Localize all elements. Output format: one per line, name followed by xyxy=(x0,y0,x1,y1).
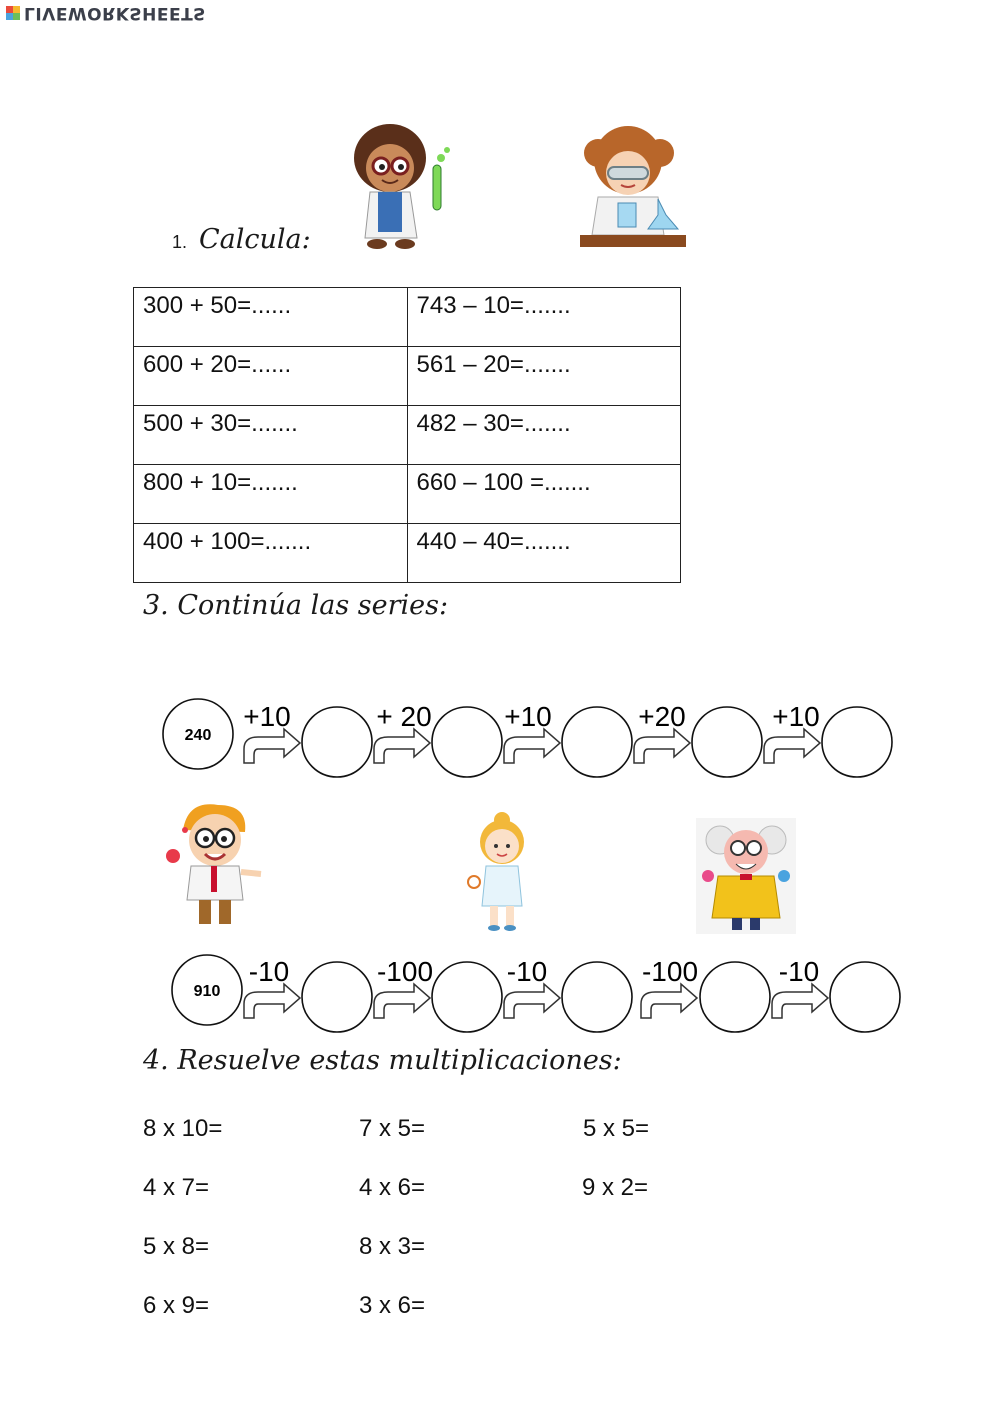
table-cell[interactable]: 400 + 100=....... xyxy=(134,524,408,583)
arrow-icon xyxy=(244,729,300,763)
arrow-icon xyxy=(772,984,828,1018)
table-cell[interactable]: 300 + 50=...... xyxy=(134,288,408,347)
series2-step-3: -10 xyxy=(506,956,548,987)
series1-answer-circle-2[interactable] xyxy=(432,707,502,777)
series2-answer-circle-2[interactable] xyxy=(432,962,502,1032)
arrow-icon xyxy=(504,984,560,1018)
series1-step-4: +20 xyxy=(638,701,686,732)
mult-item[interactable]: 5 x 8= xyxy=(143,1233,210,1260)
mult-item[interactable]: 7 x 5= xyxy=(359,1115,426,1142)
arrow-icon xyxy=(374,984,430,1018)
girl-magnifier-illustration xyxy=(462,810,542,932)
table-row xyxy=(134,406,681,465)
professor-scientist-illustration xyxy=(696,818,796,934)
table-cell[interactable]: 660 – 100 =....... xyxy=(407,465,681,524)
table-cell[interactable]: 561 – 20=....... xyxy=(407,347,681,406)
series1-step-3: +10 xyxy=(504,701,552,732)
series2-answer-circle-5[interactable] xyxy=(830,962,900,1032)
boy-glasses-scientist-illustration xyxy=(163,800,268,932)
table-cell[interactable]: 440 – 40=....... xyxy=(407,524,681,583)
series1-answer-circle-1[interactable] xyxy=(302,707,372,777)
table-cell[interactable]: 600 + 20=...... xyxy=(134,347,408,406)
series1-answer-circle-4[interactable] xyxy=(692,707,762,777)
mult-item[interactable]: 8 x 3= xyxy=(359,1233,426,1260)
series2-start-label: 910 xyxy=(193,983,221,1000)
table-cell[interactable]: 482 – 30=....... xyxy=(407,406,681,465)
table-row xyxy=(134,347,681,406)
table-row xyxy=(134,524,681,583)
series1-start-label: 240 xyxy=(184,727,212,744)
mult-item[interactable]: 4 x 6= xyxy=(359,1174,426,1201)
series1-answer-circle-5[interactable] xyxy=(822,707,892,777)
series2-step-2: -100 xyxy=(376,956,434,987)
logo-grid-icon xyxy=(6,6,20,20)
series1-step-5: +10 xyxy=(772,701,820,732)
logo-text: LIVEWORKSHEETS xyxy=(24,3,206,23)
table-row xyxy=(134,288,681,347)
section1-title: Calcula: xyxy=(199,224,311,255)
mult-item[interactable]: 8 x 10= xyxy=(143,1115,223,1142)
series1-step-1: +10 xyxy=(243,701,291,732)
mult-item[interactable]: 4 x 7= xyxy=(143,1174,210,1201)
series1-answer-circle-3[interactable] xyxy=(562,707,632,777)
site-logo xyxy=(6,2,206,24)
mult-item[interactable]: 9 x 2= xyxy=(582,1174,649,1201)
table-cell[interactable]: 500 + 30=....... xyxy=(134,406,408,465)
arrow-icon xyxy=(244,984,300,1018)
section1-heading xyxy=(172,224,311,255)
arrow-icon xyxy=(764,729,820,763)
table-cell[interactable]: 743 – 10=....... xyxy=(407,288,681,347)
series1-step-2: + 20 xyxy=(376,701,432,732)
series2-step-4: -100 xyxy=(641,956,699,987)
table-row xyxy=(134,465,681,524)
boy-scientist-illustration xyxy=(345,120,455,252)
section1-number: 1. xyxy=(172,232,188,252)
series2-answer-circle-3[interactable] xyxy=(562,962,632,1032)
section3-heading: 3. Continúa las series: xyxy=(143,590,449,621)
mult-item[interactable]: 6 x 9= xyxy=(143,1292,210,1319)
arrow-icon xyxy=(641,984,697,1018)
series2-answer-circle-1[interactable] xyxy=(302,962,372,1032)
arrow-icon xyxy=(634,729,690,763)
girl-scientist-illustration xyxy=(578,125,688,250)
series2-answer-circle-4[interactable] xyxy=(700,962,770,1032)
mult-item[interactable]: 5 x 5= xyxy=(583,1115,650,1142)
table-cell[interactable]: 800 + 10=....... xyxy=(134,465,408,524)
series-1 xyxy=(0,690,1000,790)
mult-item[interactable]: 3 x 6= xyxy=(359,1292,426,1319)
section4-heading: 4. Resuelve estas multiplicaciones: xyxy=(143,1045,622,1076)
series2-step-5: -10 xyxy=(778,956,820,987)
arrow-icon xyxy=(504,729,560,763)
calc-table xyxy=(133,287,681,583)
arrow-icon xyxy=(374,729,430,763)
series2-step-1: -10 xyxy=(248,956,290,987)
series-2 xyxy=(0,945,1000,1045)
